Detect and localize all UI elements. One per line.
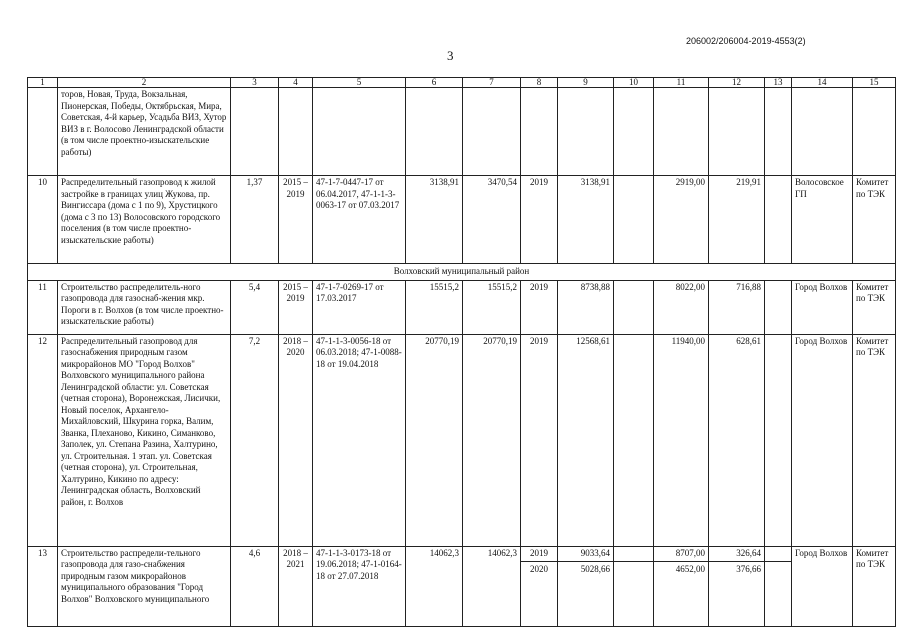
col-num: 3 [231, 78, 279, 88]
row-name: Распределительный газопровод к жилой застройке в границах улиц Жукова, пр. Вингиссара (дома с 1 по 9), Хрустицкого (дома с 3 по 13) Волосовского городского поселения (в том числе проектно-изыскательские работы) [58, 176, 231, 264]
row-number: 12 [28, 334, 58, 546]
row-c7: 14062,3 [463, 546, 521, 626]
row-name: Строительство распределитель-ного газопровода для газоснаб-жения мкр. Пороги в г. Волхов (в том числе проектно-изыскательские работы) [58, 280, 231, 334]
row-year: 2019 [521, 280, 558, 334]
table-cell [765, 88, 792, 176]
row-year: 2019 [521, 334, 558, 546]
row-municipality: Город Волхов [792, 280, 853, 334]
row-period: 2018 – 2021 [279, 546, 313, 626]
page-number: 3 [447, 48, 454, 63]
table-cell [231, 88, 279, 176]
col-num: 9 [558, 78, 614, 88]
table-cell [406, 88, 463, 176]
row-c12: 716,88 [709, 280, 765, 334]
table-cell [279, 88, 313, 176]
row-c12: 326,64 [736, 547, 761, 558]
col-num: 5 [313, 78, 406, 88]
row-responsible: Комитет по ТЭК [853, 176, 896, 264]
row-c9: 5028,66 [558, 561, 613, 576]
row-period: 2015 – 2019 [279, 280, 313, 334]
row-year: 2020 [521, 561, 557, 576]
row-conclusion: 47-1-1-3-0173-18 от 19.06.2018; 47-1-0164-18 от 27.07.2018 [313, 546, 406, 626]
col-num: 10 [614, 78, 654, 88]
row-c7: 3470,54 [463, 176, 521, 264]
row-municipality: Город Волхов [792, 546, 853, 626]
table-row [28, 280, 896, 334]
document-code: 206002/206004-2019-4553(2) [686, 36, 806, 46]
row-period: 2018 – 2020 [279, 334, 313, 546]
row-length: 7,2 [231, 334, 279, 546]
table-row [28, 176, 896, 264]
table-cell [463, 88, 521, 176]
row-c11: 11940,00 [654, 334, 709, 546]
row-c7: 15515,2 [463, 280, 521, 334]
row-c12-cell [709, 546, 765, 626]
row-year-cell [521, 546, 558, 626]
row-c9: 9033,64 [580, 547, 610, 558]
table-cell [614, 88, 654, 176]
row-responsible: Комитет по ТЭК [853, 280, 896, 334]
col-num: 12 [709, 78, 765, 88]
table-row [28, 546, 896, 626]
table-cell [709, 88, 765, 176]
row-c7: 20770,19 [463, 334, 521, 546]
row-c12: 628,61 [709, 334, 765, 546]
column-number-row [28, 78, 896, 88]
row-c9: 8738,88 [558, 280, 614, 334]
table-cell [521, 88, 558, 176]
col-num: 4 [279, 78, 313, 88]
table-cell [654, 88, 709, 176]
row-period: 2015 – 2019 [279, 176, 313, 264]
row-c10 [614, 176, 654, 264]
row-name: Распределительный газопровод для газоснабжения природным газом микрорайонов МО "Город Волхов" Волховского муниципального района Ленинградской области: ул. Советская (четная сторона), Воронежская, Лисички, Новый поселок, Архангело-Михайловский, Шкурина горка, Валим, Званка, Плеханово, Кикино, Симанково, Заполек, ул. Степана Разина, Халтурино, ул. Строительная. 1 этап. ул. Советская (четная сторона), ул. Строительная, Халтурино, Кикино по адресу: Ленинградская область, Волховский район, г. Волхов [58, 334, 231, 546]
row-year: 2019 [530, 547, 548, 558]
row-c11: 2919,00 [654, 176, 709, 264]
table-cell [313, 88, 406, 176]
row-name: Строительство распредели-тельного газопровода для газо-снабжения природным газом микрорайонов муниципального образования "Город Волхов" Волховского муниципального [58, 546, 231, 626]
table-cell [792, 88, 853, 176]
table-cell [28, 88, 58, 176]
row-c12: 376,66 [709, 561, 764, 576]
row-c9: 12568,61 [558, 334, 614, 546]
row-name: торов, Новая, Труда, Вокзальная, Пионерская, Победы, Октябрьская, Мира, Советская, 4-й карьер, Усадьба ВИЗ, Хутор ВИЗ в г. Волосово Ленинградской области (в том числе проектно-изыскательские работы) [58, 88, 231, 176]
row-length: 4,6 [231, 546, 279, 626]
table-row [28, 334, 896, 546]
row-c9-cell [558, 546, 614, 626]
col-num: 11 [654, 78, 709, 88]
row-c6: 15515,2 [406, 280, 463, 334]
row-c13 [765, 176, 792, 264]
row-c6: 3138,91 [406, 176, 463, 264]
row-c13 [765, 280, 792, 334]
col-num: 13 [765, 78, 792, 88]
row-municipality: Город Волхов [792, 334, 853, 546]
row-c6: 14062,3 [406, 546, 463, 626]
row-conclusion: 47-1-1-3-0056-18 от 06.03.2018; 47-1-0088-18 от 19.04.2018 [313, 334, 406, 546]
col-num: 6 [406, 78, 463, 88]
row-length: 1,37 [231, 176, 279, 264]
table-cell [853, 88, 896, 176]
row-c10 [614, 334, 654, 546]
row-c10 [614, 546, 654, 626]
section-row [28, 264, 896, 281]
row-conclusion: 47-1-7-0447-17 от 06.04.2017, 47-1-1-3-0063-17 от 07.03.2017 [313, 176, 406, 264]
col-num: 15 [853, 78, 896, 88]
row-c11: 8707,00 [675, 547, 705, 558]
row-number: 11 [28, 280, 58, 334]
data-table [27, 77, 896, 627]
row-conclusion: 47-1-7-0269-17 от 17.03.2017 [313, 280, 406, 334]
section-title: Волховский муниципальный район [28, 264, 896, 281]
row-c12: 219,91 [709, 176, 765, 264]
row-municipality: Волосовское ГП [792, 176, 853, 264]
col-num: 8 [521, 78, 558, 88]
row-c11: 4652,00 [654, 561, 708, 576]
row-number: 13 [28, 546, 58, 626]
row-c13 [765, 546, 792, 626]
col-num: 7 [463, 78, 521, 88]
row-c13 [765, 334, 792, 546]
row-length: 5,4 [231, 280, 279, 334]
row-responsible: Комитет по ТЭК [853, 334, 896, 546]
row-c11: 8022,00 [654, 280, 709, 334]
row-number: 10 [28, 176, 58, 264]
row-c9: 3138,91 [558, 176, 614, 264]
row-c11-cell [654, 546, 709, 626]
table-row-continuation [28, 88, 896, 176]
row-year: 2019 [521, 176, 558, 264]
col-num: 2 [58, 78, 231, 88]
row-c6: 20770,19 [406, 334, 463, 546]
table-cell [558, 88, 614, 176]
row-c10 [614, 280, 654, 334]
row-responsible: Комитет по ТЭК [853, 546, 896, 626]
col-num: 14 [792, 78, 853, 88]
col-num: 1 [28, 78, 58, 88]
